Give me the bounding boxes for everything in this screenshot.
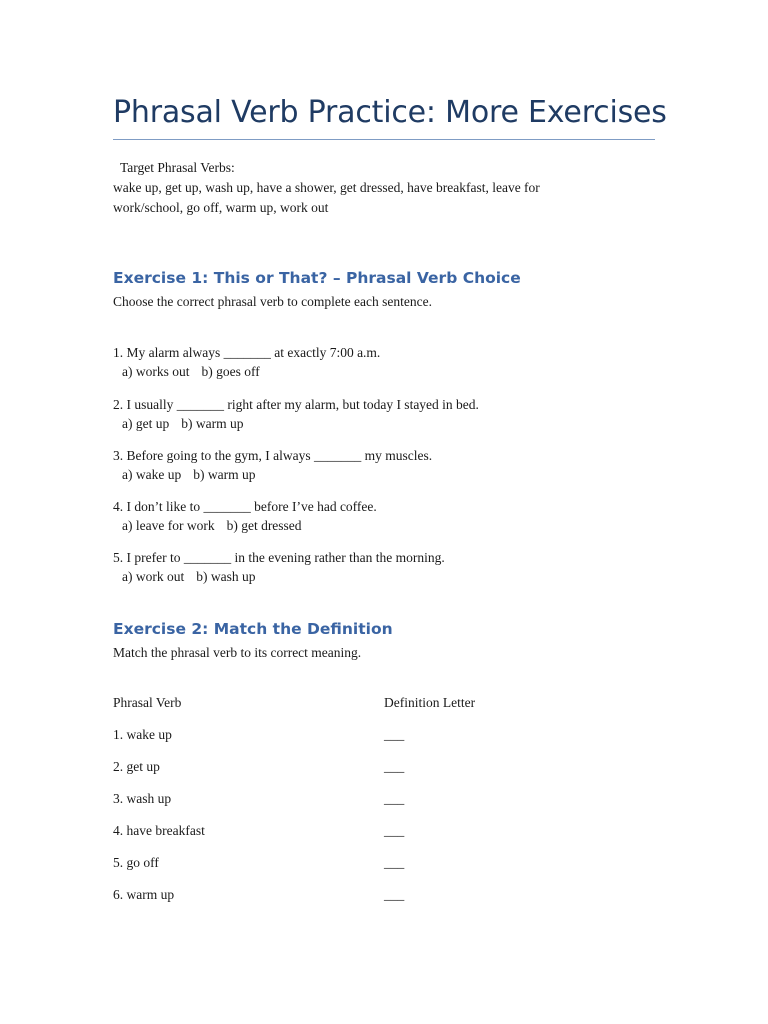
option-b: b) wash up <box>196 569 256 584</box>
exercise-2-heading: Exercise 2: Match the Definition <box>113 620 393 638</box>
question-options <box>113 362 380 381</box>
page-title: Phrasal Verb Practice: More Exercises <box>113 95 667 130</box>
option-a: a) wake up <box>122 467 182 482</box>
option-a: a) leave for work <box>122 518 215 533</box>
question-5 <box>113 548 445 586</box>
option-a: a) get up <box>122 416 170 431</box>
match-verb: 2. get up <box>113 759 160 774</box>
question-text: 3. Before going to the gym, I always _______ my muscles. <box>113 448 433 463</box>
title-underline <box>113 139 655 140</box>
answer-blank[interactable]: ___ <box>384 855 405 870</box>
question-text: 2. I usually _______ right after my alarm, but today I stayed in bed. <box>113 397 479 412</box>
exercise-2-instruction: Match the phrasal verb to its correct meaning. <box>113 645 362 660</box>
exercise-1-instruction: Choose the correct phrasal verb to complete each sentence. <box>113 294 432 309</box>
match-row <box>113 758 658 778</box>
answer-blank[interactable]: ___ <box>384 791 405 806</box>
match-row <box>113 854 658 874</box>
column-header-phrasal-verb: Phrasal Verb <box>113 695 182 710</box>
question-options <box>113 516 377 535</box>
answer-blank[interactable]: ___ <box>384 759 405 774</box>
exercise-1-heading: Exercise 1: This or That? – Phrasal Verb Choice <box>113 269 521 287</box>
question-options <box>113 465 432 484</box>
match-verb: 5. go off <box>113 855 159 870</box>
question-text: 1. My alarm always _______ at exactly 7:00 a.m. <box>113 345 381 360</box>
option-b: b) warm up <box>193 467 256 482</box>
question-text: 4. I don’t like to _______ before I’ve had coffee. <box>113 499 377 514</box>
option-b: b) get dressed <box>226 518 302 533</box>
option-b: b) goes off <box>201 364 260 379</box>
match-row <box>113 726 658 746</box>
match-verb: 1. wake up <box>113 727 172 742</box>
question-3 <box>113 446 432 484</box>
match-row <box>113 822 658 842</box>
match-row <box>113 790 658 810</box>
answer-blank[interactable]: ___ <box>384 727 405 742</box>
target-verbs-list: wake up, get up, wash up, have a shower, get dressed, have breakfast, leave for work/school, go off, warm up, work out <box>113 180 540 215</box>
target-verbs-label: Target Phrasal Verbs: <box>120 160 235 175</box>
match-verb: 6. warm up <box>113 887 175 902</box>
match-verb: 4. have breakfast <box>113 823 205 838</box>
question-options <box>113 414 479 433</box>
column-header-definition-letter: Definition Letter <box>384 695 476 710</box>
question-1 <box>113 343 380 381</box>
option-a: a) works out <box>122 364 190 379</box>
answer-blank[interactable]: ___ <box>384 887 405 902</box>
question-4 <box>113 497 377 535</box>
match-row <box>113 886 658 906</box>
question-options <box>113 567 445 586</box>
question-text: 5. I prefer to _______ in the evening rather than the morning. <box>113 550 445 565</box>
option-b: b) warm up <box>181 416 244 431</box>
question-2 <box>113 395 479 433</box>
match-verb: 3. wash up <box>113 791 172 806</box>
answer-blank[interactable]: ___ <box>384 823 405 838</box>
option-a: a) work out <box>122 569 185 584</box>
